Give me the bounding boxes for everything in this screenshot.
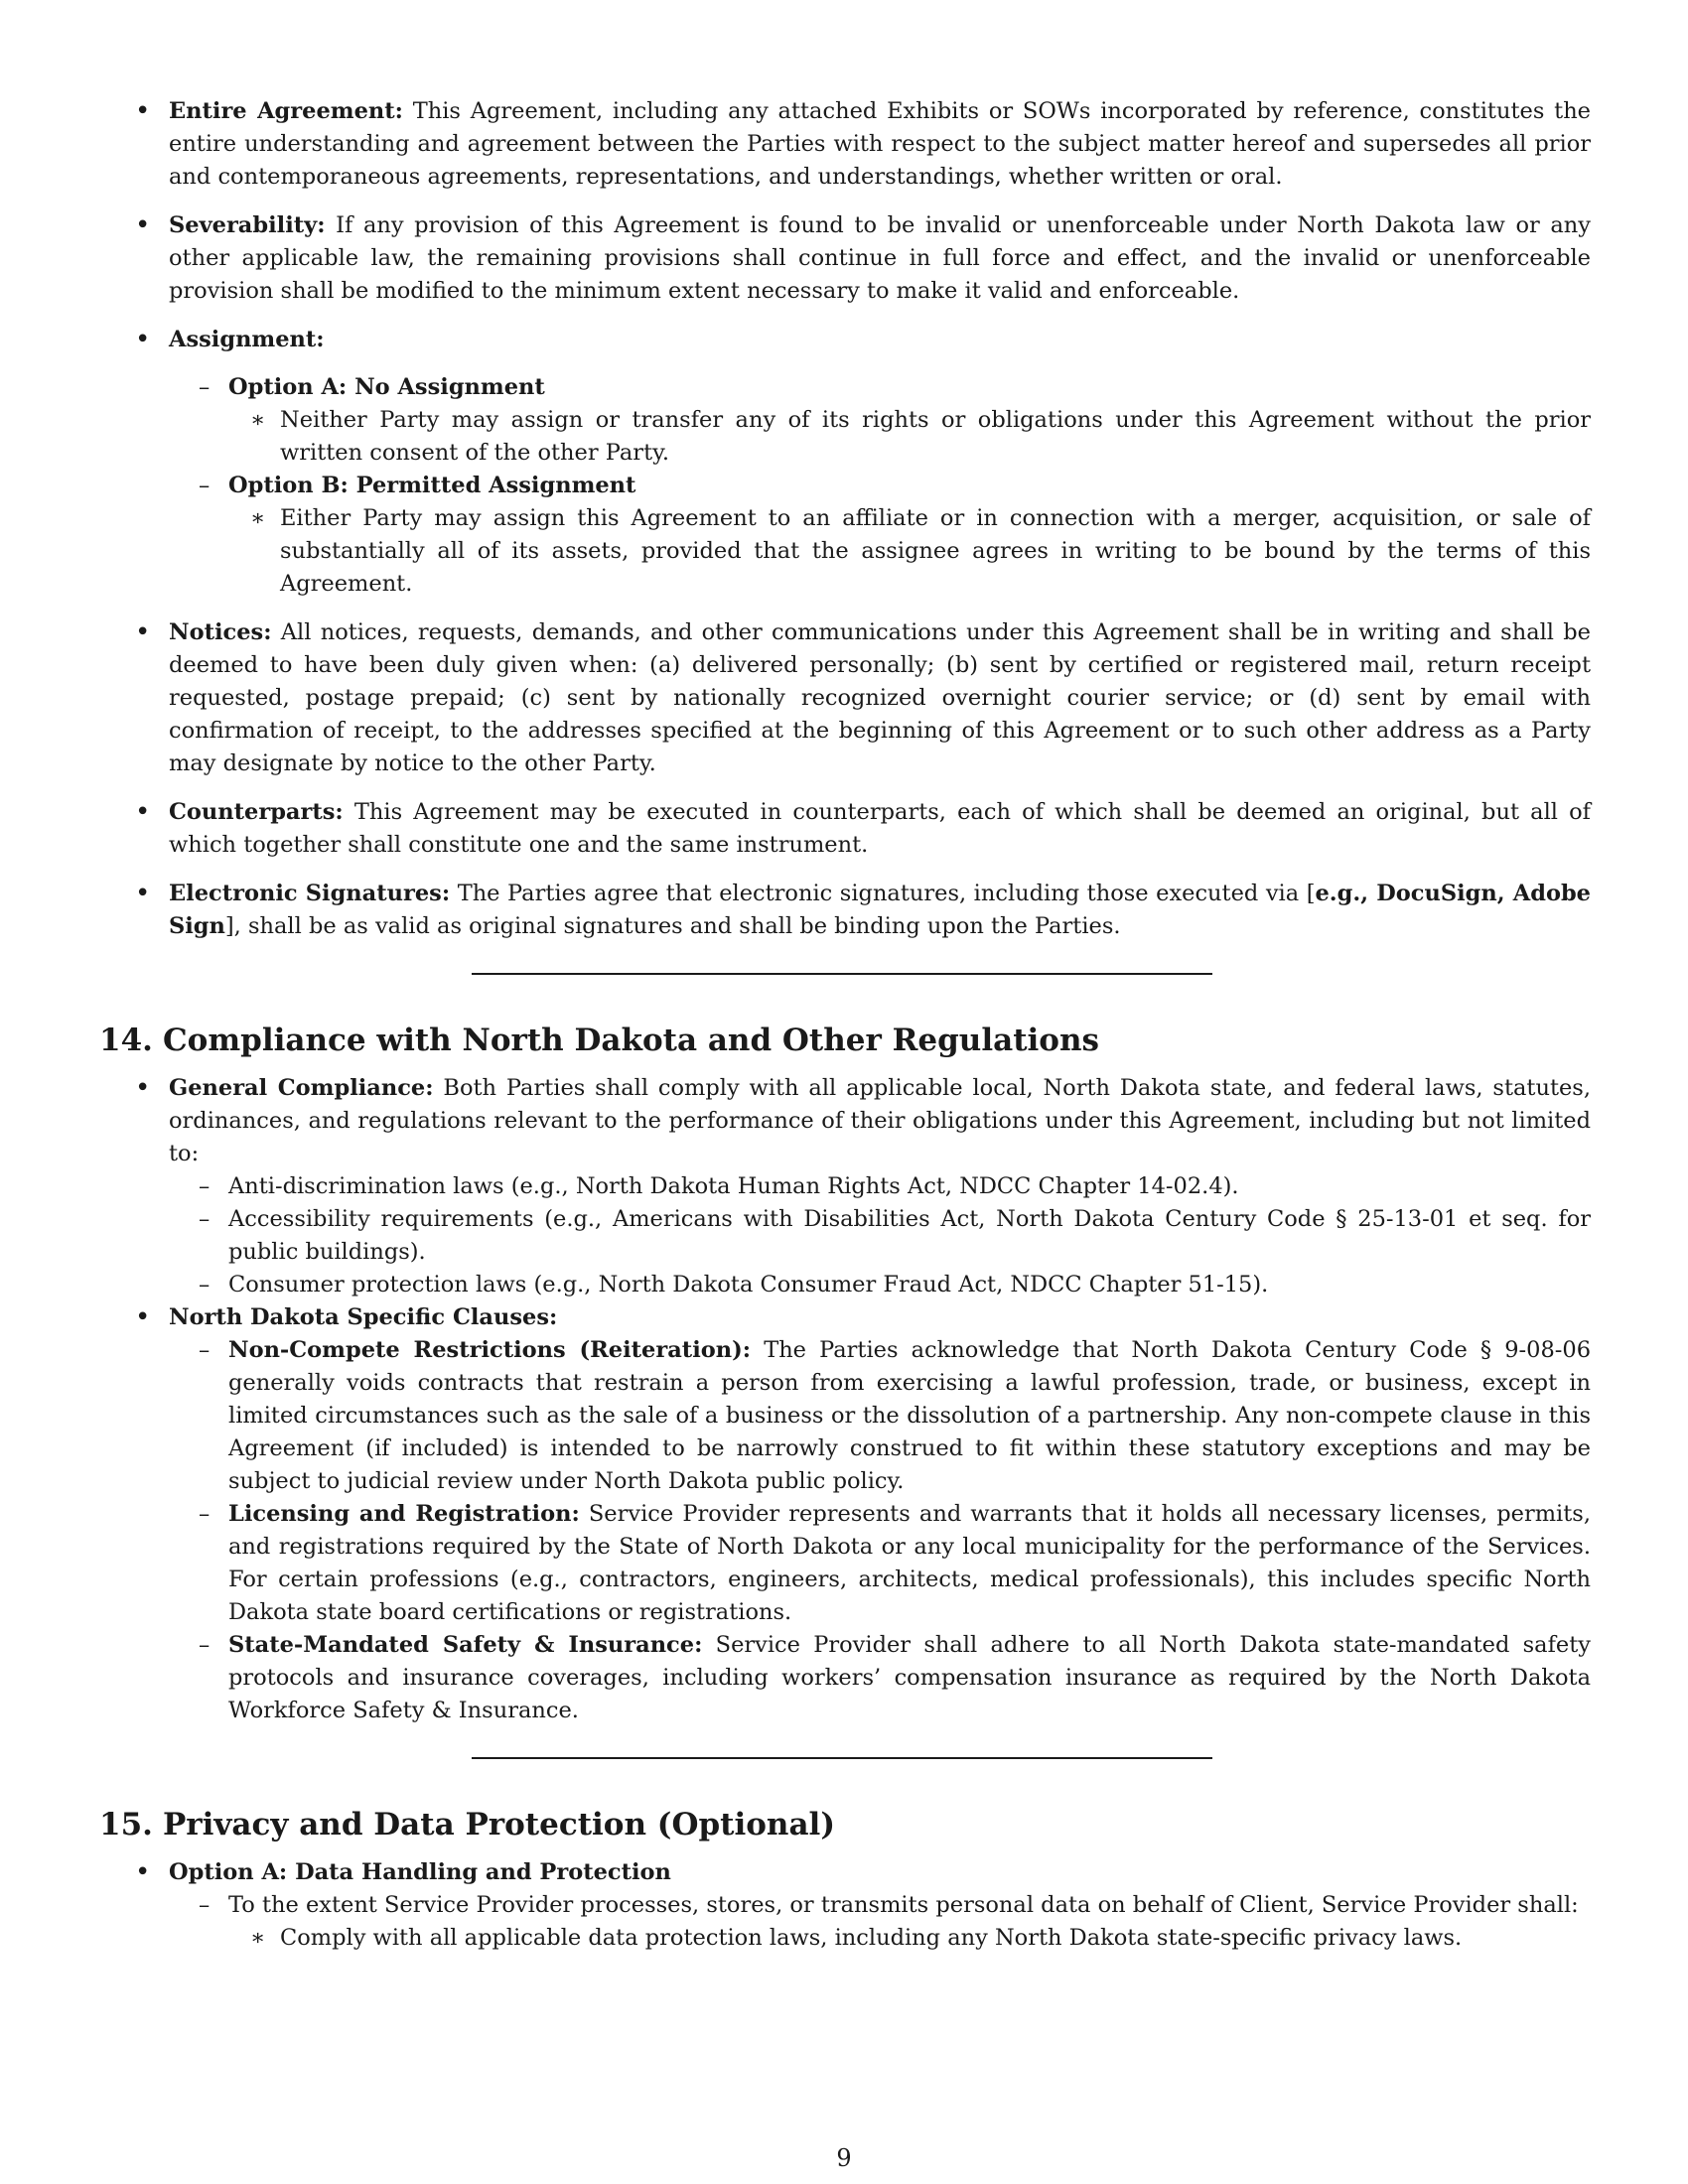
list-item bbox=[99, 1072, 1591, 1301]
nd-clauses-list bbox=[169, 1334, 1591, 1727]
item-title: Option A: Data Handling and Protection bbox=[169, 1859, 671, 1885]
section-divider bbox=[472, 973, 1212, 975]
list-item: ∗ Neither Party may assign or transfer any of its rights or obligations under this Agreement without the prior written consent of the other Party. bbox=[228, 404, 1591, 470]
clause-title: State-Mandated Safety & Insurance: bbox=[228, 1632, 703, 1658]
privacy-details bbox=[169, 1889, 1591, 1955]
item-text: The Parties agree that electronic signatures, including those executed via [ bbox=[457, 881, 1316, 906]
laws-list bbox=[169, 1170, 1591, 1301]
list-item bbox=[99, 1301, 1591, 1727]
clause-text: Service Provider represents and warrants that it holds all necessary licenses, permits, and registrations required by the State of North Dakota or any local municipality for the performance of the Services. For certain professions (e.g., contractors, engineers, architects, medical professionals), this includes specific North Dakota state board certifications or registrations. bbox=[228, 1501, 1591, 1625]
option-title: Option A: No Assignment bbox=[228, 374, 545, 400]
document-page bbox=[99, 95, 1591, 1955]
list-item bbox=[169, 1629, 1591, 1727]
item-title: General Compliance: bbox=[169, 1075, 434, 1101]
list-item: ∗ Comply with all applicable data protection laws, including any North Dakota state-specific privacy laws. bbox=[228, 1922, 1591, 1955]
item-title: North Dakota Specific Clauses: bbox=[169, 1304, 558, 1330]
section-number: 15. bbox=[99, 1807, 153, 1843]
general-provisions-list bbox=[99, 95, 1591, 943]
section-title: Compliance with North Dakota and Other Regulations bbox=[163, 1023, 1099, 1058]
list-item bbox=[99, 878, 1591, 943]
compliance-list bbox=[99, 1072, 1591, 1727]
list-item bbox=[99, 1856, 1591, 1955]
option-title: Option B: Permitted Assignment bbox=[228, 473, 636, 498]
item-text: This Agreement may be executed in counterparts, each of which shall be deemed an original, but all of which together shall constitute one and the same instrument. bbox=[169, 799, 1591, 858]
list-item: – Consumer protection laws (e.g., North Dakota Consumer Fraud Act, NDCC Chapter 51-15). bbox=[169, 1269, 1591, 1301]
section-heading bbox=[99, 1021, 1591, 1060]
item-title: Notices: bbox=[169, 619, 272, 645]
clause-text: The Parties acknowledge that North Dakota Century Code § 9-08-06 generally voids contracts that restrain a person from exercising a lawful profession, trade, or business, except in limited circumstances such as the sale of a business or the dissolution of a partnership. Any non-compete clause in this Agreement (if included) is intended to be narrowly construed to fit within these statutory exceptions and may be subject to judicial review under North Dakota public policy. bbox=[228, 1337, 1592, 1494]
option-b-details bbox=[228, 502, 1591, 601]
privacy-subdetails bbox=[228, 1922, 1591, 1955]
item-emphasis: e.g., DocuSign, Adobe Sign bbox=[169, 881, 1591, 939]
list-item bbox=[169, 1889, 1591, 1955]
list-item bbox=[169, 1498, 1591, 1629]
privacy-list bbox=[99, 1856, 1591, 1955]
section-heading bbox=[99, 1805, 1591, 1844]
option-a-details bbox=[228, 404, 1591, 470]
page-number: 9 bbox=[836, 2144, 852, 2172]
section-number: 14. bbox=[99, 1023, 153, 1058]
item-text: This Agreement, including any attached Exhibits or SOWs incorporated by reference, constitutes the entire understanding and agreement between the Parties with respect to the subject matter hereof and supersedes all prior and contemporaneous agreements, representations, and understandings, whether written or oral. bbox=[169, 98, 1591, 190]
list-item bbox=[169, 1334, 1591, 1498]
list-item: – Accessibility requirements (e.g., Americans with Disabilities Act, North Dakota Century Code § 25-13-01 et seq. for public buildings). bbox=[169, 1203, 1591, 1269]
list-item bbox=[169, 371, 1591, 470]
clause-title: Non-Compete Restrictions (Reiteration): bbox=[228, 1337, 752, 1363]
item-title: Counterparts: bbox=[169, 799, 344, 825]
assignment-options bbox=[169, 371, 1591, 601]
item-title: Assignment: bbox=[169, 327, 325, 352]
list-item: ∗ Either Party may assign this Agreement to an affiliate or in connection with a merger, acquisition, or sale of substantially all of its assets, provided that the assignee agrees in writing to be bound by the terms of this Agreement. bbox=[228, 502, 1591, 601]
item-text: Both Parties shall comply with all applicable local, North Dakota state, and federal laws, statutes, ordinances, and regulations relevant to the performance of their obligations under this Agreement, including but not limited to: bbox=[169, 1075, 1591, 1166]
item-text: To the extent Service Provider processes, stores, or transmits personal data on behalf of Client, Service Provider shall: bbox=[228, 1892, 1579, 1918]
item-text: ], shall be as valid as original signatures and shall be binding upon the Parties. bbox=[224, 913, 1121, 939]
list-item bbox=[99, 616, 1591, 780]
item-title: Severability: bbox=[169, 212, 326, 238]
list-item bbox=[99, 796, 1591, 862]
clause-text: Service Provider shall adhere to all North Dakota state-mandated safety protocols and insurance coverages, including workers’ compensation insurance as required by the North Dakota Workforce Safety & Insurance. bbox=[228, 1632, 1591, 1723]
clause-title: Licensing and Registration: bbox=[228, 1501, 580, 1527]
item-text: All notices, requests, demands, and other communications under this Agreement shall be in writing and shall be deemed to have been duly given when: (a) delivered personally; (b) sent by certified or registered mail, return receipt requested, postage prepaid; (c) sent by nationally recognized overnight courier service; or (d) sent by email with confirmation of receipt, to the addresses specified at the beginning of this Agreement or to such other address as a Party may designate by notice to the other Party. bbox=[169, 619, 1591, 776]
item-text: If any provision of this Agreement is found to be invalid or unenforceable under North Dakota law or any other applicable law, the remaining provisions shall continue in full force and effect, and the invalid or unenforceable provision shall be modified to the minimum extent necessary to make it valid and enforceable. bbox=[169, 212, 1591, 304]
list-item bbox=[169, 470, 1591, 601]
section-title: Privacy and Data Protection (Optional) bbox=[163, 1807, 835, 1843]
list-item bbox=[99, 209, 1591, 308]
section-divider bbox=[472, 1757, 1212, 1759]
item-title: Electronic Signatures: bbox=[169, 881, 451, 906]
item-title: Entire Agreement: bbox=[169, 98, 403, 124]
list-item: – Anti-discrimination laws (e.g., North Dakota Human Rights Act, NDCC Chapter 14-02.4). bbox=[169, 1170, 1591, 1203]
list-item bbox=[99, 324, 1591, 601]
list-item bbox=[99, 95, 1591, 194]
